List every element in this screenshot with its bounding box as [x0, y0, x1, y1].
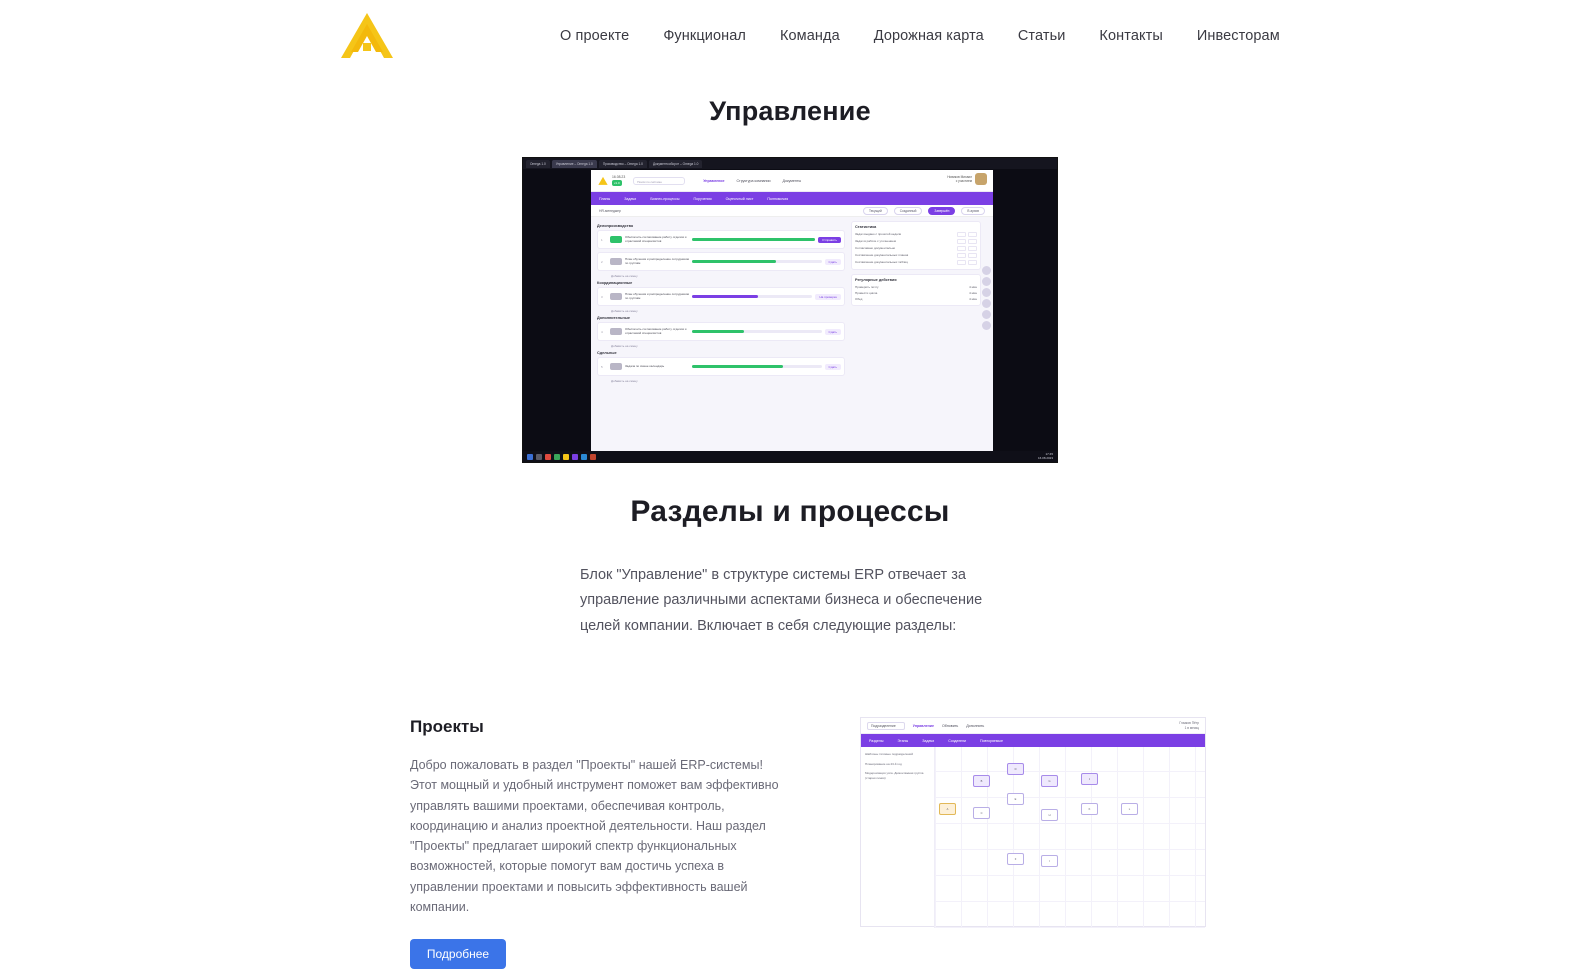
browser-tab-1[interactable]: Управление – Omega 1.0: [552, 160, 597, 168]
app-version-date: 16.08.23: [612, 174, 626, 179]
nav-item-features[interactable]: Функционал: [663, 28, 746, 44]
task-progress: [692, 295, 812, 298]
toolbar-processes[interactable]: Бизнес-процессы: [650, 196, 680, 201]
taskbar-icon[interactable]: [563, 454, 569, 460]
task-progress: [692, 365, 822, 368]
task-column: [597, 221, 845, 386]
nav-item-investors[interactable]: Инвесторам: [1196, 28, 1280, 44]
projects-section: [0, 717, 1580, 969]
task-text: План обучения и распределение сотрудников по группам: [625, 256, 689, 265]
projects-screenshot: [860, 717, 1206, 927]
regular-actions-panel: [851, 274, 981, 306]
app-toolbar[interactable]: [591, 192, 993, 205]
side-panels: [851, 221, 981, 386]
contact-avatar[interactable]: [982, 310, 991, 319]
flow-menu-extend[interactable]: Дополнить: [966, 723, 985, 728]
hero-screenshot: [522, 157, 1058, 463]
sections-intro: Блок "Управление" в структуре системы ERP отвечает за управление различными аспектами бизнеса и обеспечение целей компании. Включает в себя следующие разделы:: [580, 567, 983, 634]
group-title-0: Делопроизводство: [597, 224, 634, 228]
app-search-input[interactable]: Поиск по системе: [633, 177, 685, 185]
task-progress: [692, 260, 822, 263]
projects-more-button[interactable]: Подробнее: [410, 939, 506, 969]
task-action-button[interactable]: Отправить: [818, 237, 841, 243]
action-meta: 4 мин: [969, 285, 977, 289]
action-meta: 4 мин: [969, 297, 977, 301]
taskbar-clock: [1038, 453, 1053, 460]
flow-node[interactable]: E: [1007, 793, 1024, 805]
contact-avatar[interactable]: [982, 299, 991, 308]
flow-user-name: Глазков Пётр: [1179, 721, 1199, 726]
projects-body: Добро пожаловать в раздел "Проекты" нашей ERP-системы! Этот мощный и удобный инструмент поможет вам эффективно управлять вашими проектами, обеспечивая контроль, координацию и анализ проектной деятельности. Наш раздел "Проекты" предлагает широкий спектр функциональных возможностей, которые помогут вам достичь успеха в управлении проектами и повысить эффективность вашей компании.: [410, 758, 779, 914]
app-logo-icon: [597, 175, 608, 186]
task-text: Обеспечить согласование работу отделов и отраслевой специалистов: [625, 234, 687, 243]
flow-node[interactable]: I: [1041, 855, 1058, 867]
browser-tab-3[interactable]: Документооборот – Omega 1.0: [649, 160, 703, 168]
app-version-badge: v1.0: [614, 181, 620, 186]
app-user-role: с участием: [955, 179, 972, 183]
group-title-1: Координационные: [597, 281, 633, 285]
browser-tab-strip[interactable]: [523, 158, 1057, 169]
task-text: План обучения и распределение сотрудников по группам: [625, 291, 689, 300]
contact-avatar[interactable]: [982, 277, 991, 286]
stats-row: [855, 245, 977, 252]
stats-panel: [851, 221, 981, 270]
stats-cells: [957, 246, 977, 251]
flow-node[interactable]: F: [1007, 853, 1024, 865]
filter-created[interactable]: Созданный: [894, 207, 923, 215]
stats-row: [855, 238, 977, 245]
app-menu-documents[interactable]: Документы: [782, 178, 802, 183]
stats-label: Составление документальных планов: [855, 253, 909, 257]
task-progress: [692, 238, 815, 241]
taskbar-icon[interactable]: [545, 454, 551, 460]
flow-tab-recurring[interactable]: Повторяемые: [980, 738, 1003, 743]
toolbar-scorecard[interactable]: Оценочный лист: [725, 196, 754, 201]
nav-item-contacts[interactable]: Контакты: [1099, 28, 1163, 44]
task-action-button[interactable]: На проверке: [815, 294, 841, 300]
flow-node[interactable]: A: [939, 803, 956, 815]
task-status-badge: [610, 328, 622, 335]
projects-title: Проекты: [410, 717, 484, 737]
flow-node[interactable]: L: [1121, 803, 1138, 815]
flow-node[interactable]: B: [973, 775, 990, 787]
nav-item-team[interactable]: Команда: [779, 28, 840, 44]
flow-toolbar[interactable]: [861, 734, 1205, 747]
flow-tab-tasks[interactable]: Задачи: [922, 738, 935, 743]
stats-label: Задач в работе с уточнением: [855, 239, 896, 243]
sections-title: Разделы и процессы: [630, 495, 950, 528]
regular-actions-title: Регулярные действия: [855, 278, 897, 282]
nav-item-about[interactable]: О проекте: [560, 28, 630, 44]
task-status-badge: [610, 258, 622, 265]
filter-current[interactable]: Текущий: [863, 207, 888, 215]
os-taskbar[interactable]: [523, 451, 1057, 462]
task-status-badge: [610, 236, 622, 243]
flow-department-select[interactable]: Подразделение: [867, 722, 905, 730]
toolbar-powers[interactable]: Полномочия: [767, 196, 789, 201]
stats-cells: [957, 253, 977, 258]
flow-menu-upravlenie[interactable]: Управление: [912, 723, 934, 728]
flow-tab-stages[interactable]: Этапы: [897, 738, 909, 743]
list-item[interactable]: Модернизация узла. Демонтажная группа (старая линия): [865, 771, 924, 780]
contact-avatar[interactable]: [982, 321, 991, 330]
task-num: 5: [601, 364, 603, 369]
task-num: 1: [601, 237, 603, 242]
main-navigation[interactable]: [560, 28, 1280, 44]
flow-tab-sections[interactable]: Разделы: [869, 738, 884, 743]
stats-row: [855, 231, 977, 238]
flow-user: [1179, 721, 1199, 729]
add-task-link[interactable]: Добавить на смену: [611, 344, 638, 348]
action-label: Проверить почту: [855, 285, 879, 289]
nav-item-articles[interactable]: Статьи: [1017, 28, 1066, 44]
flow-node[interactable]: G: [1041, 775, 1058, 787]
add-task-link[interactable]: Добавить на смену: [611, 274, 638, 278]
flow-node[interactable]: C: [973, 807, 990, 819]
flow-node[interactable]: K: [1081, 803, 1098, 815]
app-user-block[interactable]: [947, 173, 987, 185]
flow-menu-update[interactable]: Обновить: [941, 723, 959, 728]
flow-sidebar[interactable]: [861, 747, 935, 928]
table-row[interactable]: [597, 252, 845, 271]
add-task-link[interactable]: Добавить на смену: [611, 379, 638, 383]
task-action-button[interactable]: Сдать: [825, 329, 841, 335]
stats-cells: [957, 232, 977, 237]
table-row[interactable]: [597, 230, 845, 249]
table-row[interactable]: [597, 287, 845, 306]
contact-avatar[interactable]: [982, 266, 991, 275]
flow-tab-creators[interactable]: Создатели: [948, 738, 966, 743]
task-action-button[interactable]: Сдать: [825, 364, 841, 370]
task-num: 2: [601, 259, 603, 264]
action-label: Провести цикла: [855, 291, 878, 295]
stats-label: Составление документальных таблиц: [855, 260, 908, 264]
stats-row: [855, 252, 977, 259]
table-row[interactable]: [597, 322, 845, 341]
flow-user-meta: 1 в месяц: [1184, 725, 1199, 730]
stats-row: [855, 259, 977, 266]
task-status-badge: [610, 293, 622, 300]
erp-app-window: [591, 170, 993, 453]
task-num: 3: [601, 294, 603, 299]
app-subheader: HR-менеджер: [599, 208, 621, 213]
taskbar-icon[interactable]: [590, 454, 596, 460]
start-icon[interactable]: [527, 454, 533, 460]
flow-node[interactable]: D: [1007, 763, 1024, 775]
flow-node[interactable]: J: [1081, 773, 1098, 785]
task-num: 4: [601, 329, 603, 334]
nav-item-roadmap[interactable]: Дорожная карта: [873, 28, 984, 44]
avatar[interactable]: [975, 173, 987, 185]
clock-time: 17:45: [1045, 451, 1053, 456]
app-user-text: [947, 175, 972, 183]
flow-topbar: [861, 718, 1205, 734]
app-filter-bar[interactable]: [591, 205, 993, 217]
app-main-menu[interactable]: [703, 179, 801, 183]
site-header: [0, 0, 1580, 72]
flow-node[interactable]: H: [1041, 809, 1058, 821]
list-item[interactable]: Шаблоны типовые подразделений: [865, 752, 914, 757]
app-menu-structure[interactable]: Структура компании: [736, 178, 771, 183]
filter-archive[interactable]: В архив: [961, 207, 985, 215]
task-text: Обеспечить согласование работу отделов и отраслевой специалистов: [625, 326, 687, 335]
contact-avatar[interactable]: [982, 288, 991, 297]
filter-finished[interactable]: Завершён: [928, 207, 955, 215]
table-row[interactable]: [597, 357, 845, 376]
browser-tab-0[interactable]: Omega 1.0: [526, 160, 550, 168]
group-title-2: Дополнительные: [597, 316, 630, 320]
company-logo[interactable]: [336, 9, 398, 63]
group-title-3: Сдельные: [597, 351, 617, 355]
add-task-link[interactable]: Добавить на смену: [611, 309, 638, 313]
task-text: Задача по смене календарь: [625, 363, 665, 368]
task-progress: [692, 330, 822, 333]
projects-text-block: [410, 717, 790, 969]
stats-label: Согласовано документально: [855, 246, 896, 250]
stats-cells: [957, 260, 977, 265]
browser-tab-2[interactable]: Производство – Omega 1.0: [599, 160, 647, 168]
clock-date: 16.08.2023: [1037, 455, 1053, 460]
toolbar-plans[interactable]: Планы: [599, 196, 611, 201]
flow-canvas[interactable]: [935, 747, 1205, 928]
app-topbar: [591, 170, 993, 192]
app-version: [612, 175, 625, 187]
task-action-button[interactable]: Сдать: [825, 259, 841, 265]
stats-panel-title: Статистика: [855, 225, 877, 229]
task-status-badge: [610, 363, 622, 370]
taskbar-icon[interactable]: [536, 454, 542, 460]
stats-label: Задач выдано с прошлой недели: [855, 232, 902, 236]
taskbar-icon[interactable]: [572, 454, 578, 460]
flow-main: [861, 747, 1205, 928]
list-item[interactable]: Планирование на 23-й год: [865, 761, 902, 766]
app-user-name: Новиков Михаил: [947, 174, 972, 179]
taskbar-icon[interactable]: [581, 454, 587, 460]
app-body: [591, 217, 993, 390]
app-menu-upravlenie[interactable]: Управление: [703, 178, 725, 183]
action-meta: 4 мин: [969, 291, 977, 295]
action-label: Обед: [855, 297, 863, 301]
stats-cells: [957, 239, 977, 244]
toolbar-tasks[interactable]: Задачи: [624, 196, 637, 201]
contacts-rail[interactable]: [982, 266, 991, 330]
page-title: Управление: [709, 96, 871, 126]
toolbar-orders[interactable]: Поручения: [693, 196, 712, 201]
list-item: [855, 296, 977, 302]
taskbar-icon[interactable]: [554, 454, 560, 460]
